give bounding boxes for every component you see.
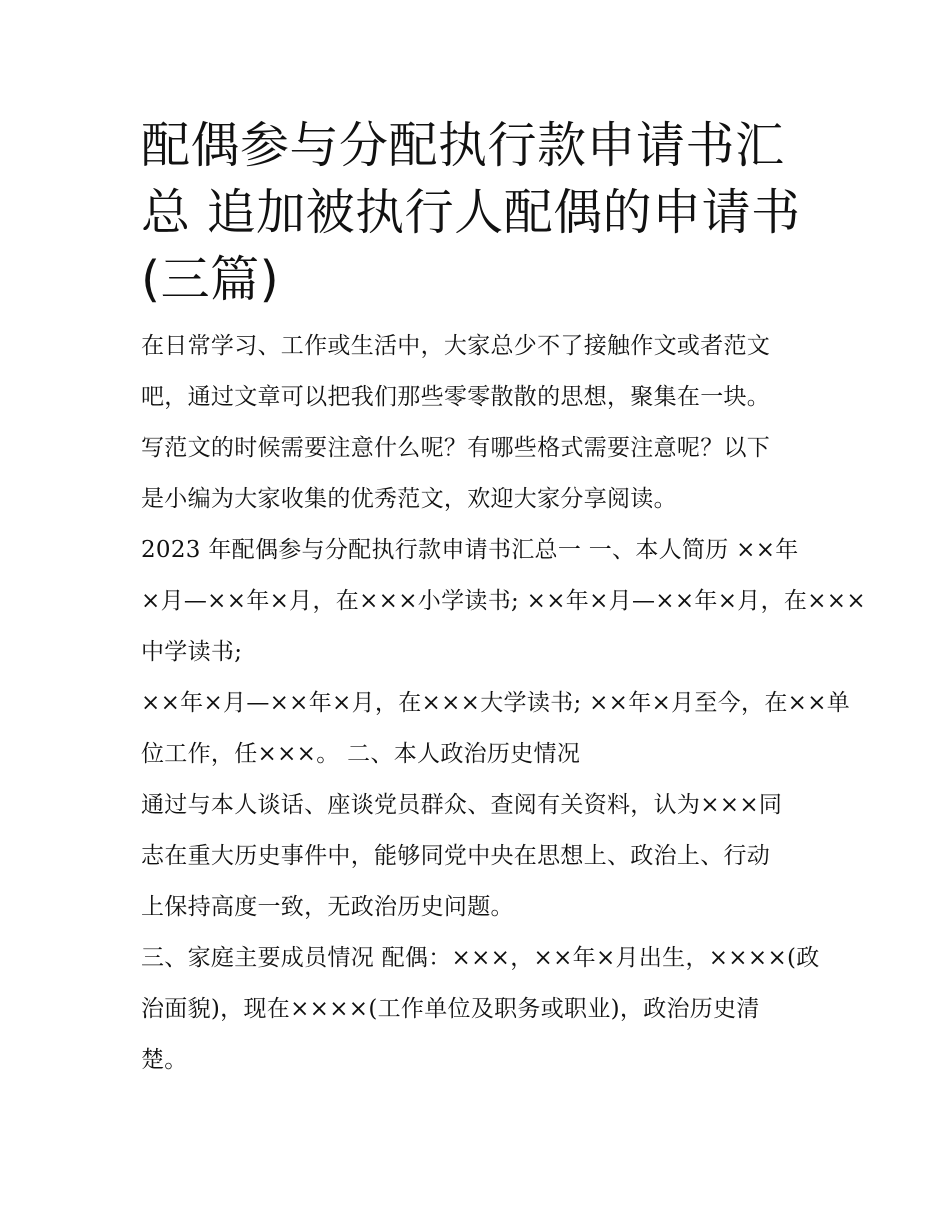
text-line: 写范文的时候需要注意什么呢？有哪些格式需要注意呢？以下 bbox=[141, 435, 771, 461]
text-line: 上保持高度一致，无政治历史问题。 bbox=[141, 894, 514, 920]
text-line: 是小编为大家收集的优秀范文，欢迎大家分享阅读。 bbox=[141, 486, 677, 512]
text-line: 位工作，任×××。 二、本人政治历史情况 bbox=[141, 741, 581, 767]
text-line: 志在重大历史事件中，能够同党中央在思想上、政治上、行动 bbox=[141, 843, 771, 869]
text-line: 吧，通过文章可以把我们那些零零散散的思想，聚集在一块。 bbox=[141, 384, 771, 410]
document-page bbox=[141, 112, 866, 1086]
text-line: ×月—××年×月，在×××小学读书; ××年×月—××年×月，在××× bbox=[141, 588, 866, 614]
text-line: 在日常学习、工作或生活中，大家总少不了接触作文或者范文 bbox=[141, 333, 771, 359]
text-line: 2023 年配偶参与分配执行款申请书汇总一 一、本人简历 ××年 bbox=[141, 537, 799, 563]
text-line: 楚。 bbox=[141, 1047, 188, 1073]
text-line: ××年×月—××年×月，在×××大学读书; ××年×月至今，在××单 bbox=[141, 690, 851, 716]
text-line: 中学读书; bbox=[141, 639, 243, 665]
text-line: 三、家庭主要成员情况 配偶：×××，××年×月出生，××××(政 bbox=[141, 945, 820, 971]
resume-continued-paragraph bbox=[141, 678, 851, 780]
text-line: 治面貌)，现在××××(工作单位及职务或职业)，政治历史清 bbox=[141, 996, 760, 1022]
title-line: 总 追加被执行人配偶的申请书 bbox=[141, 184, 801, 241]
intro-paragraph bbox=[141, 321, 821, 525]
title-line: 配偶参与分配执行款申请书汇 bbox=[141, 117, 785, 174]
resume-paragraph bbox=[141, 525, 866, 678]
family-members-paragraph bbox=[141, 933, 821, 1086]
text-line: 通过与本人谈话、座谈党员群众、查阅有关资料，认为×××同 bbox=[141, 792, 783, 818]
document-title bbox=[141, 112, 821, 313]
political-history-paragraph bbox=[141, 780, 821, 933]
title-line: (三篇) bbox=[141, 251, 280, 308]
